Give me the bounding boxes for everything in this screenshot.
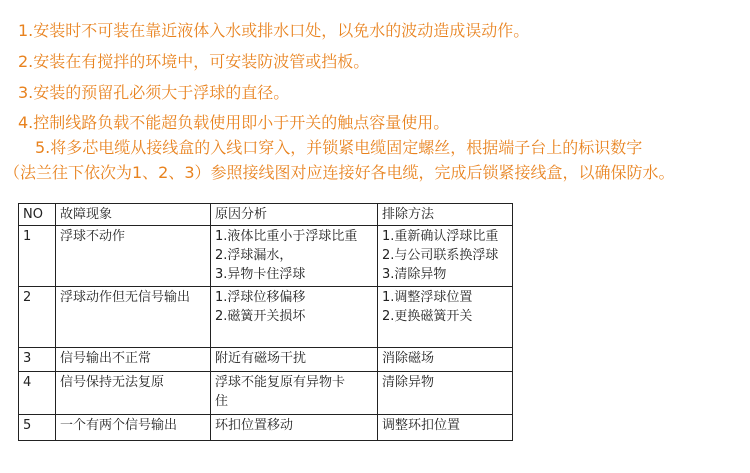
row-symptom: 信号保持无法复原: [56, 372, 211, 415]
cause-line: 浮球不能复原有异物卡: [215, 375, 346, 390]
row-no: 4: [19, 372, 56, 415]
note-5-line-2: （法兰往下依次为1、2、3）参照接线图对应连接好各电缆，完成后锁紧接线盒，以确保防水。: [4, 163, 675, 182]
fix-line: 3.清除异物: [382, 267, 447, 282]
fix-line: 2.与公司联系换浮球: [382, 248, 499, 263]
table-row: [19, 348, 513, 372]
fix-line: 消除磁场: [382, 351, 435, 366]
table-row: [19, 287, 513, 348]
row-symptom: 信号输出不正常: [56, 348, 211, 372]
row-fix: [378, 287, 513, 348]
row-no: 2: [19, 287, 56, 348]
row-fix: [378, 415, 513, 441]
note-2: 2.安装在有搅拌的环境中，可安装防波管或挡板。: [18, 52, 370, 71]
row-cause: [211, 226, 378, 287]
cause-line: 住: [215, 394, 229, 409]
row-cause: [211, 372, 378, 415]
header-no: NO: [19, 204, 56, 226]
row-symptom: 浮球动作但无信号输出: [56, 287, 211, 348]
row-fix: [378, 226, 513, 287]
header-cause: 原因分析: [211, 204, 378, 226]
fix-line: 1.调整浮球位置: [382, 290, 473, 305]
cause-line: 1.液体比重小于浮球比重: [215, 229, 358, 244]
cause-line: 附近有磁场干扰: [215, 351, 307, 366]
row-cause: [211, 287, 378, 348]
cause-line: 2.磁簧开关损坏: [215, 309, 306, 324]
table-header-row: [19, 204, 513, 226]
cause-line: 2.浮球漏水，: [215, 248, 293, 263]
fix-line: 清除异物: [382, 375, 435, 390]
row-no: 1: [19, 226, 56, 287]
row-fix: [378, 372, 513, 415]
note-1: 1.安装时不可装在靠近液体入水或排水口处，以免水的波动造成误动作。: [18, 21, 530, 40]
row-fix: [378, 348, 513, 372]
fault-table: [18, 203, 513, 441]
header-symptom: 故障现象: [56, 204, 211, 226]
table-row: [19, 372, 513, 415]
table-row: [19, 415, 513, 441]
row-no: 5: [19, 415, 56, 441]
fix-line: 2.更换磁簧开关: [382, 309, 473, 324]
note-3: 3.安装的预留孔必须大于浮球的直径。: [18, 83, 290, 102]
cause-line: 3.异物卡住浮球: [215, 267, 306, 282]
row-symptom: 浮球不动作: [56, 226, 211, 287]
row-no: 3: [19, 348, 56, 372]
note-4: 4.控制线路负载不能超负载使用即小于开关的触点容量使用。: [18, 113, 450, 132]
header-fix: 排除方法: [378, 204, 513, 226]
row-symptom: 一个有两个信号输出: [56, 415, 211, 441]
fix-line: 调整环扣位置: [382, 418, 461, 433]
table-row: [19, 226, 513, 287]
cause-line: 环扣位置移动: [215, 418, 294, 433]
row-cause: [211, 348, 378, 372]
cause-line: 1.浮球位移偏移: [215, 290, 306, 305]
row-cause: [211, 415, 378, 441]
note-5-line-1: 5.将多芯电缆从接线盒的入线口穿入，并锁紧电缆固定螺丝，根据端子台上的标识数字: [35, 138, 643, 157]
fix-line: 1.重新确认浮球比重: [382, 229, 499, 244]
